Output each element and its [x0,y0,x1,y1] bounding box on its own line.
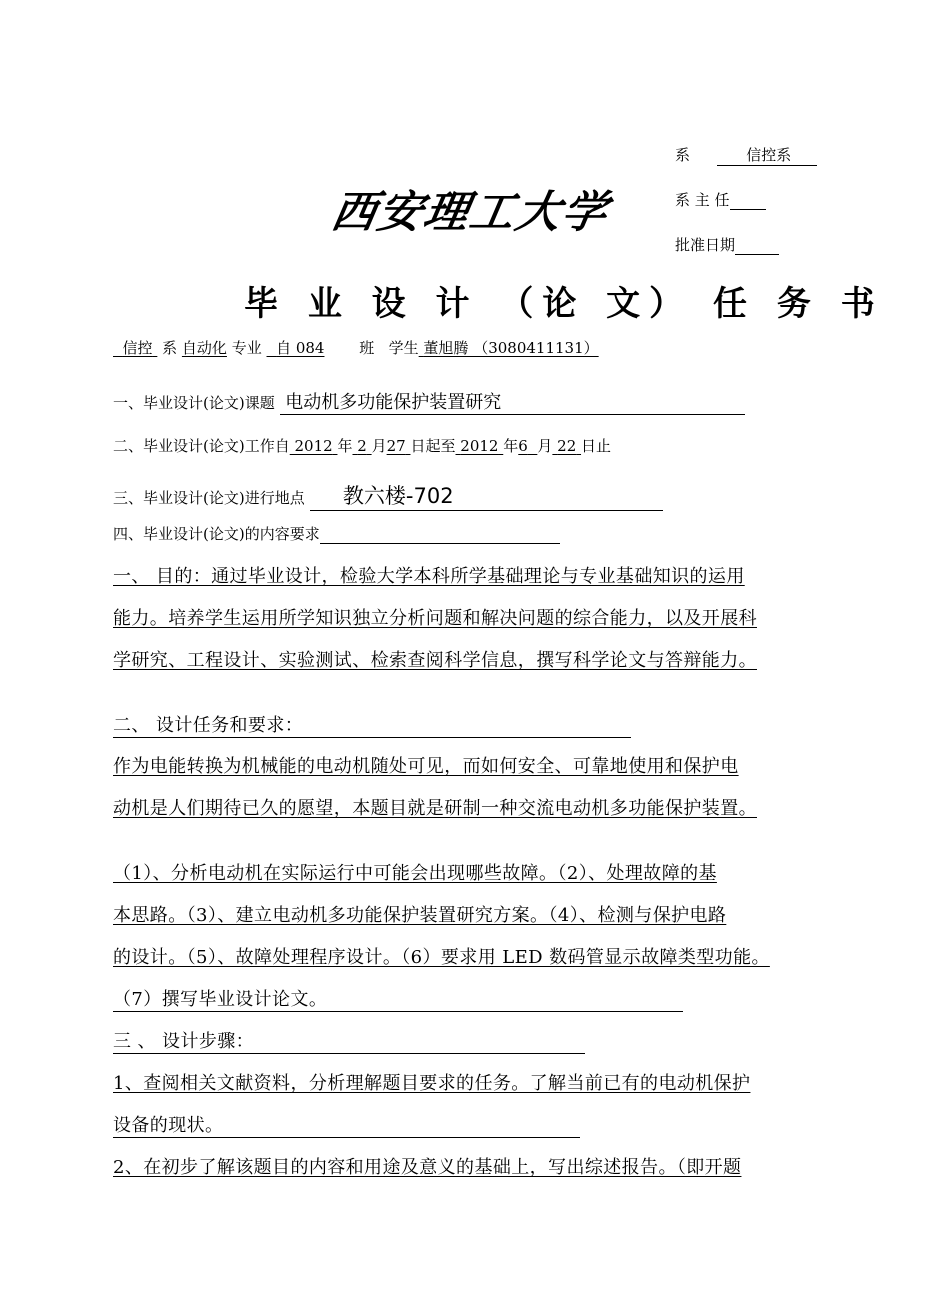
task-line-1: 作为电能转换为机械能的电动机随处可见，而如何安全、可靠地使用和保护电 [113,756,739,777]
approval-blank [735,236,779,255]
student-class: 自 084 [276,339,325,357]
content-label: 四、毕业设计(论文)的内容要求 [113,525,320,543]
director-blank [730,191,766,210]
student-line [113,337,765,358]
month-unit-2: 月 [537,437,553,455]
year-unit: 年 [337,437,353,455]
step1-line-1: 1、查阅相关文献资料，分析理解题目要求的任务。了解当前已有的电动机保护 [113,1073,751,1094]
task-heading: 二、 设计任务和要求： [113,711,631,738]
topic-row [113,388,745,415]
place-value: 教六楼-702 [310,480,663,511]
class-suffix: 班 [359,339,375,357]
director-label: 系 主 任 [675,191,730,209]
task-heading-row [113,711,631,738]
year-unit-2: 年 [503,437,519,455]
content-row [113,523,560,544]
start-day: 27 [386,437,406,455]
end-day: 22 [557,437,577,455]
task-line-2: 动机是人们期待已久的愿望，本题目就是研制一种交流电动机多功能保护装置。 [113,798,757,819]
purpose-line-2: 能力。培养学生运用所学知识独立分析问题和解决问题的综合能力，以及开展科 [113,608,757,629]
dept-row [675,144,817,166]
student-major: 自动化 [181,339,227,357]
period-label: 二、毕业设计(论文)工作自 [113,437,290,455]
step2-line-1: 2、在初步了解该题目的内容和用途及意义的基础上，写出综述报告。（即开题 [113,1157,742,1178]
dept-label: 系 [675,146,691,164]
student-dept: 信控 [122,339,153,357]
place-label: 三、毕业设计(论文)进行地点 [113,489,305,507]
approval-label: 批准日期 [675,236,736,254]
month-unit: 月 [371,437,387,455]
approval-row [675,234,779,255]
director-row [675,189,766,210]
purpose-line-3: 学研究、工程设计、实验测试、检索查阅科学信息，撰写科学论文与答辩能力。 [113,650,757,671]
start-year: 2012 [294,437,333,455]
steps-heading-row [113,1027,585,1054]
content-blank [320,525,560,544]
req-line-3: 的设计。（5）、故障处理程序设计。（6）要求用 LED 数码管显示故障类型功能。 [113,947,770,968]
steps-heading: 三 、 设计步骤： [113,1027,585,1054]
student-label: 学生 [388,339,419,357]
req-line-1: （1）、分析电动机在实际运行中可能会出现哪些故障。（2）、处理故障的基 [113,863,717,884]
topic-value: 电动机多功能保护装置研究 [280,388,745,415]
step1-line-2: 设备的现状。 [113,1111,580,1138]
day-unit-2: 日止 [581,437,612,455]
req-line-4-row [113,985,683,1012]
place-row [113,480,663,511]
period-row [113,435,611,456]
student-name: 董旭腾 （3080411131） [423,339,599,357]
end-year: 2012 [460,437,499,455]
dept-suffix: 系 [162,339,178,357]
start-month: 2 [357,437,367,455]
dept-value: 信控系 [717,144,817,166]
topic-label: 一、毕业设计(论文)课题 [113,394,275,412]
purpose-line-1: 一、 目的：通过毕业设计，检验大学本科所学基础理论与专业基础知识的运用 [113,566,745,587]
day-unit: 日起至 [410,437,456,455]
document-title: 毕 业 设 计 （论 文） 任 务 书 [244,284,884,324]
end-month: 6 [518,437,528,455]
major-suffix: 专业 [231,339,262,357]
step1-line-2-row [113,1111,580,1138]
req-line-4: （7）撰写毕业设计论文。 [113,985,683,1012]
req-line-2: 本思路。（3）、建立电动机多功能保护装置研究方案。（4）、检测与保护电路 [113,905,727,926]
university-logo: 西安理工大学 [327,187,613,238]
